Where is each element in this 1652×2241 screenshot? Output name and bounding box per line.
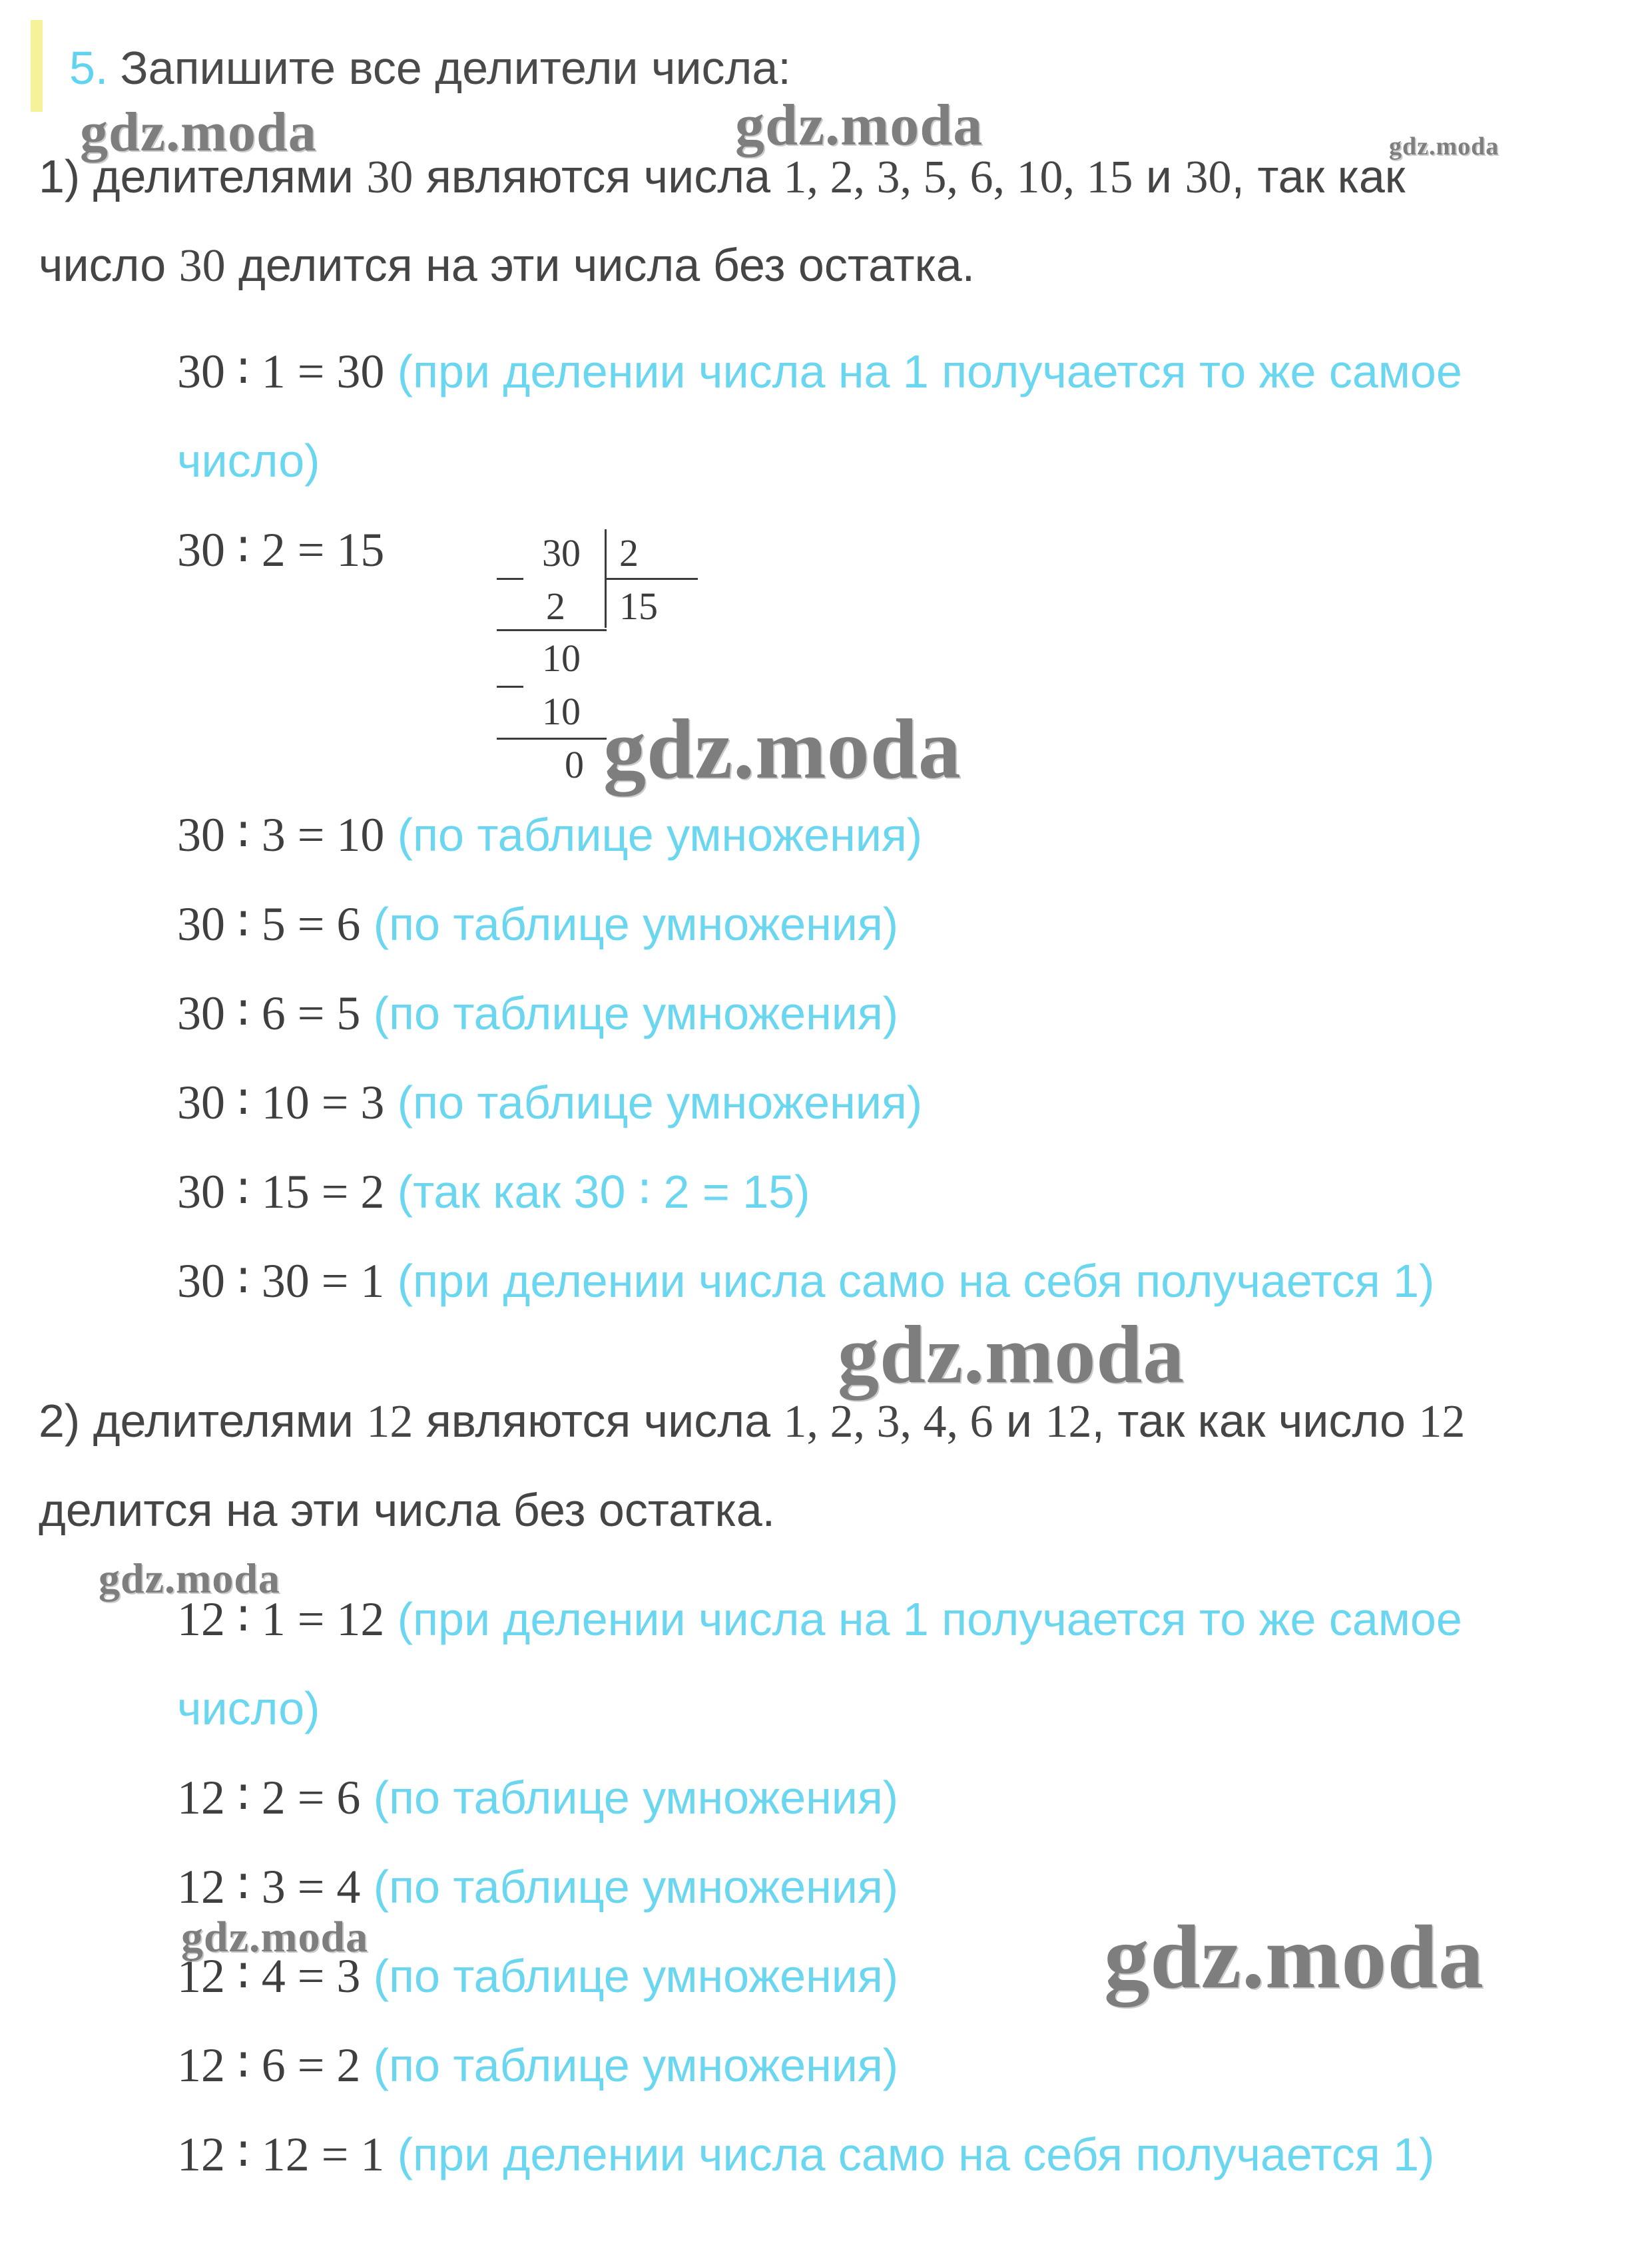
part2-line: число): [177, 1682, 320, 1734]
watermark: gdz.moda: [735, 93, 983, 158]
accent-bar: [31, 20, 43, 112]
part1-intro-line2: число 30 делится на эти числа без остатка.: [39, 239, 975, 292]
ld-minus-2: [497, 686, 523, 688]
watermark: gdz.moda: [603, 702, 962, 796]
ld-line-2: [497, 738, 607, 740]
ld-divisor-line: [605, 578, 698, 580]
part1-line: 30 ∶ 15 = 2 (так как 30 ∶ 2 = 15): [177, 1165, 810, 1218]
task-number: 5.: [69, 42, 109, 94]
watermark: gdz.moda: [1389, 132, 1500, 160]
part1-line: 30 ∶ 1 = 30 (при делении числа на 1 получается то же самое: [177, 345, 1462, 398]
part1-line: число): [177, 435, 320, 487]
ld-subtract2: 10: [542, 690, 581, 733]
part2-line: 12 ∶ 2 = 6 (по таблице умножения): [177, 1771, 899, 1824]
watermark: gdz.moda: [838, 1309, 1185, 1400]
part1-line: 30 ∶ 30 = 1 (при делении числа само на себя получается 1): [177, 1254, 1435, 1308]
ld-remainder1: 10: [542, 636, 581, 680]
part2-line: 12 ∶ 3 = 4 (по таблице умножения): [177, 1860, 899, 1913]
part2-line: 12 ∶ 1 = 12 (при делении числа на 1 получается то же самое: [177, 1593, 1462, 1646]
part1-line: 30 ∶ 3 = 10 (по таблице умножения): [177, 808, 923, 862]
ld-remainder2: 0: [565, 743, 584, 786]
ld-minus-1: [497, 578, 523, 580]
ld-line-1: [497, 629, 607, 631]
watermark: gdz.moda: [99, 1555, 280, 1602]
part2-line: 12 ∶ 6 = 2 (по таблице умножения): [177, 2039, 899, 2092]
part1-intro: 1) делителями 30 являются числа 1, 2, 3, 5, 6, 10, 15 и 30, так как: [39, 150, 1406, 203]
task-heading: [69, 35, 791, 101]
task-title: Запишите все делители числа:: [120, 42, 791, 94]
ld-divisor: 2: [619, 531, 639, 575]
part1-line: 30 ∶ 6 = 5 (по таблице умножения): [177, 987, 899, 1040]
watermark: gdz.moda: [1104, 1907, 1484, 2007]
part2-line: 12 ∶ 4 = 3 (по таблице умножения): [177, 1949, 899, 2003]
part1-line: 30 ∶ 5 = 6 (по таблице умножения): [177, 897, 899, 951]
ld-quotient: 15: [619, 585, 658, 628]
ld-dividend: 30: [542, 531, 581, 575]
part1-line: 30 ∶ 10 = 3 (по таблице умножения): [177, 1076, 923, 1129]
watermark: gdz.moda: [80, 101, 317, 163]
ld-subtract1: 2: [546, 585, 565, 628]
part2-line: 12 ∶ 12 = 1 (при делении числа само на себя получается 1): [177, 2128, 1435, 2181]
part1-line: 30 ∶ 2 = 15: [177, 523, 385, 577]
part2-intro-line2: делится на эти числа без остатка.: [39, 1484, 776, 1536]
watermark: gdz.moda: [181, 1913, 369, 1961]
part2-intro: 2) делителями 12 являются числа 1, 2, 3, 4, 6 и 12, так как число 12: [39, 1395, 1466, 1447]
